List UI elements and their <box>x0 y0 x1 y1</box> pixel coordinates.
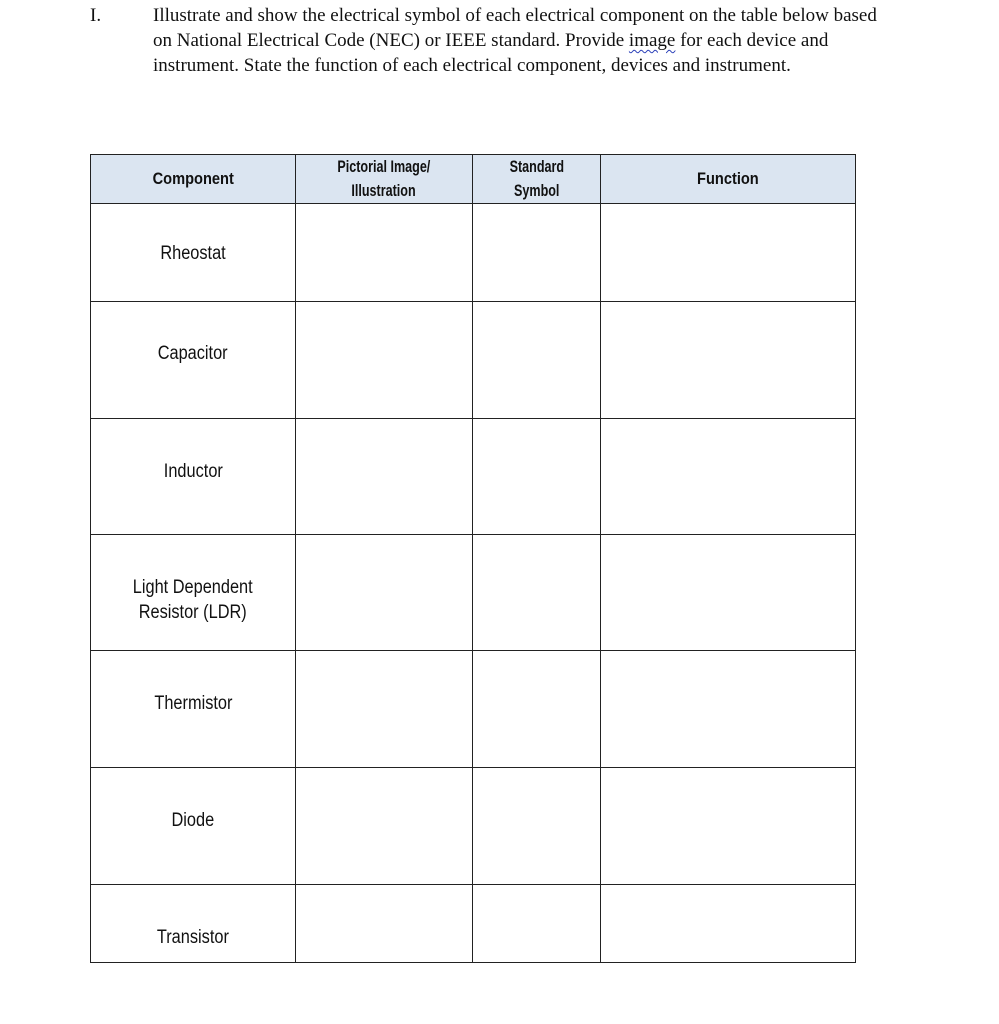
cell-standard-symbol[interactable] <box>473 419 601 535</box>
question-number: I. <box>90 5 102 26</box>
table-row-capacitor <box>91 302 856 419</box>
cell-function[interactable] <box>601 885 856 963</box>
cell-pictorial-image[interactable] <box>296 302 473 419</box>
cell-component: Thermistor <box>91 651 296 768</box>
cell-standard-symbol[interactable] <box>473 768 601 885</box>
header-function: Function <box>601 155 856 204</box>
cell-component: Rheostat <box>91 204 296 302</box>
cell-standard-symbol[interactable] <box>473 651 601 768</box>
cell-pictorial-image[interactable] <box>296 204 473 302</box>
table-row-diode <box>91 768 856 885</box>
cell-standard-symbol[interactable] <box>473 535 601 651</box>
spellcheck-flagged-word: image <box>628 30 676 51</box>
header-standard-symbol: Standard Symbol <box>473 155 601 204</box>
cell-pictorial-image[interactable] <box>296 535 473 651</box>
cell-function[interactable] <box>601 535 856 651</box>
header-pictorial-image: Pictorial Image/ Illustration <box>296 155 473 204</box>
cell-pictorial-image[interactable] <box>296 419 473 535</box>
cell-function[interactable] <box>601 302 856 419</box>
cell-standard-symbol[interactable] <box>473 302 601 419</box>
question-text-part1: Illustrate and show the electrical symbol of each electrical component on the table below based on National Electrical Code (NEC) or IEEE standard. Provide <box>153 5 877 51</box>
table-row-rheostat <box>91 204 856 302</box>
table-row-ldr <box>91 535 856 651</box>
components-table <box>90 154 856 963</box>
question-text <box>153 3 888 78</box>
cell-pictorial-image[interactable] <box>296 885 473 963</box>
table-row-inductor <box>91 419 856 535</box>
cell-component: Inductor <box>91 419 296 535</box>
cell-component: Capacitor <box>91 302 296 419</box>
cell-function[interactable] <box>601 419 856 535</box>
header-component: Component <box>91 155 296 204</box>
cell-function[interactable] <box>601 651 856 768</box>
table-row-transistor <box>91 885 856 963</box>
cell-component: Transistor <box>91 885 296 963</box>
cell-standard-symbol[interactable] <box>473 885 601 963</box>
cell-function[interactable] <box>601 204 856 302</box>
cell-standard-symbol[interactable] <box>473 204 601 302</box>
cell-component: Light Dependent Resistor (LDR) <box>91 535 296 651</box>
cell-function[interactable] <box>601 768 856 885</box>
cell-component: Diode <box>91 768 296 885</box>
cell-pictorial-image[interactable] <box>296 651 473 768</box>
table-row-thermistor <box>91 651 856 768</box>
table-header-row <box>91 155 856 204</box>
cell-pictorial-image[interactable] <box>296 768 473 885</box>
question-text-part2: for each device and instrument. State the function of each electrical component, devices and instrument. <box>153 30 829 76</box>
